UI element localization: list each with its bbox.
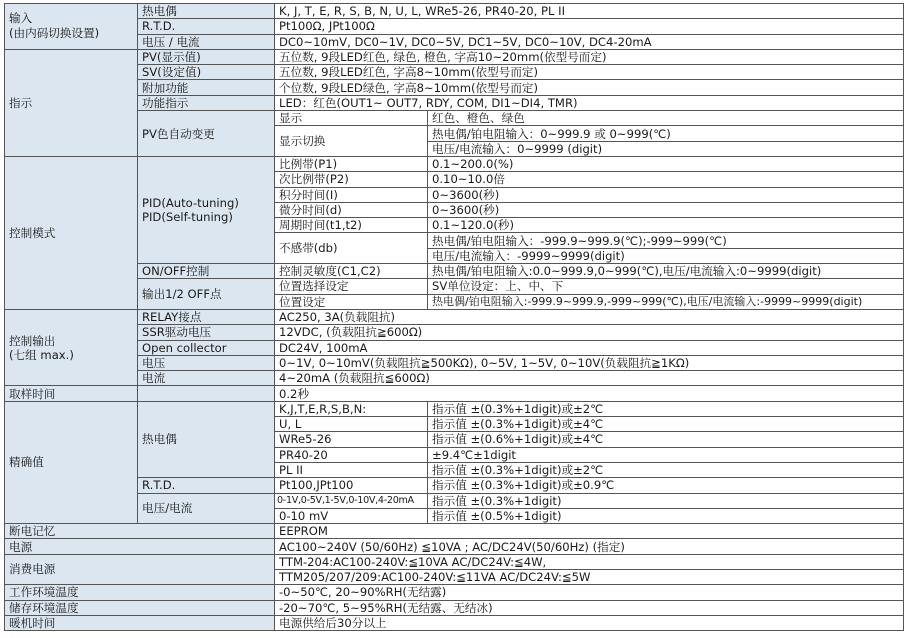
output-ssr-label: SSR驱动电压 <box>138 325 275 340</box>
memory-row <box>5 524 904 539</box>
display-pvcolor-display-value: 红色、橙色、绿色 <box>428 111 904 126</box>
accuracy-tc-value-3: 指示值 ±(0.6%+1digit)或±4℃ <box>428 432 904 447</box>
sampling-label: 取样时间 <box>5 386 138 401</box>
control-db-value2: 电压/电流输入：-9999~9999(digit) <box>428 248 904 263</box>
accuracy-tc-type-2: U, L <box>275 417 428 432</box>
display-extra-value: 个位数, 9段LED绿色, 字高8~10mm(依型号而定) <box>275 80 904 95</box>
work-env-label: 工作环境温度 <box>5 585 275 600</box>
input-row-thermocouple <box>5 4 904 19</box>
display-extra-label: 附加功能 <box>138 80 275 95</box>
input-vi-label: 电压 / 电流 <box>138 34 275 49</box>
input-thermocouple-label: 热电偶 <box>138 4 275 19</box>
control-i-label: 积分时间(I) <box>275 187 428 202</box>
accuracy-category: 精确值 <box>5 401 138 523</box>
power-row <box>5 539 904 554</box>
control-pid-auto: PID(Auto-tuning) <box>142 196 239 210</box>
input-rtd-label: R.T.D. <box>138 19 275 34</box>
output-oc-value: DC24V, 100mA <box>275 340 904 355</box>
display-row-pvcolor <box>5 111 904 126</box>
output-relay-value: AC250, 3A(负载阻抗) <box>275 309 904 324</box>
accuracy-tc-type-4: PR40-20 <box>275 447 428 462</box>
output-ssr-value: 12VDC, (负载阻抗≧600Ω) <box>275 325 904 340</box>
input-vi-value: DC0~10mV, DC0~1V, DC0~5V, DC1~5V, DC0~10V, DC4-20mA <box>275 34 904 49</box>
control-d-value: 0~3600(秒) <box>428 202 904 217</box>
accuracy-rtd-value: 指示值 ±(0.3%+1digit)或±0.9℃ <box>428 478 904 493</box>
accuracy-rtd-type: Pt100,JPt100 <box>275 478 428 493</box>
accuracy-tc-value-2: 指示值 ±(0.3%+1digit)或±4℃ <box>428 417 904 432</box>
output-row-relay <box>5 309 904 324</box>
sampling-value: 0.2秒 <box>275 386 904 401</box>
display-category: 指示 <box>5 49 138 156</box>
output-voltage-value: 0~1V, 0~10mV(负载阻抗≧500KΩ), 0~5V, 1~5V, 0~10V(负载阻抗≧1KΩ) <box>275 355 904 370</box>
control-half-item1: 位置选择设定 <box>275 279 428 294</box>
accuracy-tc-value-1: 指示值 ±(0.3%+1digit)或±2℃ <box>428 401 904 416</box>
warmup-label: 暖机时间 <box>5 615 275 630</box>
control-half-value1: SV单位设定：上、中、下 <box>428 279 904 294</box>
accuracy-row-vi1 <box>5 493 904 508</box>
accuracy-tc-label: 热电偶 <box>138 401 275 477</box>
sampling-row <box>5 386 904 401</box>
control-db-value1: 热电偶/铂电阻输入：-999.9~999.9(℃);-999~999(℃) <box>428 233 904 248</box>
control-pid-self: PID(Self-tuning) <box>142 210 233 224</box>
sampling-sub <box>138 386 275 401</box>
control-d-label: 微分时间(d) <box>275 202 428 217</box>
output-category <box>5 309 138 385</box>
spec-page <box>4 3 904 631</box>
control-half-item2: 位置设定 <box>275 294 428 309</box>
memory-value: EEPROM <box>275 524 904 539</box>
storage-env-row <box>5 600 904 615</box>
display-indicator-label: 功能指示 <box>138 95 275 110</box>
consumption-row-1 <box>5 554 904 569</box>
control-db-label: 不感带(db) <box>275 233 428 264</box>
output-relay-label: RELAY接点 <box>138 309 275 324</box>
input-category-note: (由内码切换设置) <box>9 26 100 41</box>
input-row-rtd <box>5 19 904 34</box>
accuracy-vi-value-2: 指示值 ±(0.5%+1digit) <box>428 508 904 523</box>
display-row-indicator <box>5 95 904 110</box>
control-p1-value: 0.1~200.0(%) <box>428 156 904 171</box>
output-row-ssr <box>5 325 904 340</box>
accuracy-tc-value-5: 指示值 ±(0.3%+1digit)或±2℃ <box>428 462 904 477</box>
output-voltage-label: 电压 <box>138 355 275 370</box>
input-category-title: 输入 <box>9 11 33 26</box>
output-row-current <box>5 371 904 386</box>
output-current-label: 电流 <box>138 371 275 386</box>
control-half-label: 输出1/2 OFF点 <box>138 279 275 310</box>
control-row-half1 <box>5 279 904 294</box>
display-pvcolor-label: PV色自动变更 <box>138 111 275 157</box>
consumption-label: 消费电源 <box>5 554 275 585</box>
accuracy-tc-type-3: WRe5-26 <box>275 432 428 447</box>
output-oc-label: Open collector <box>138 340 275 355</box>
display-switch-value2: 电压/电流输入：0~9999 (digit) <box>428 141 904 156</box>
control-p1-label: 比例带(P1) <box>275 156 428 171</box>
control-t-label: 周期时间(t1,t2) <box>275 218 428 233</box>
display-sv-label: SV(设定值) <box>138 65 275 80</box>
accuracy-row-tc1 <box>5 401 904 416</box>
control-pid-labels <box>138 156 275 263</box>
output-row-voltage <box>5 355 904 370</box>
accuracy-tc-type-5: PL II <box>275 462 428 477</box>
control-i-value: 0~3600(秒) <box>428 187 904 202</box>
power-value: AC100~240V (50/60Hz) ≦10VA ; AC/DC24V(50/60Hz) (指定) <box>275 539 904 554</box>
output-current-value: 4~20mA (负载阻抗≦600Ω) <box>275 371 904 386</box>
accuracy-vi-value-1: 指示值 ±(0.3%+1digit) <box>428 493 904 508</box>
control-onoff-item: 控制灵敏度(C1,C2) <box>275 264 428 279</box>
control-onoff-label: ON/OFF控制 <box>138 264 275 279</box>
output-category-note: (七组 max.) <box>9 347 74 362</box>
display-indicator-value: LED：红色(OUT1~ OUT7, RDY, COM, DI1~DI4, TMR) <box>275 95 904 110</box>
display-pv-value: 五位数, 9段LED红色, 绿色, 橙色, 字高10~20mm(依型号而定) <box>275 49 904 64</box>
control-row-onoff <box>5 264 904 279</box>
control-onoff-value: 热电偶/铂电阻输入:0.0~999.9,0~999(℃),电压/电流输入:0~9999(digit) <box>428 264 904 279</box>
consumption-value-1: TTM-204:AC100-240V:≦10VA AC/DC24V:≦4W, <box>275 554 904 569</box>
power-label: 电源 <box>5 539 275 554</box>
accuracy-tc-value-4: ±9.4℃±1digit <box>428 447 904 462</box>
work-env-row <box>5 585 904 600</box>
input-category <box>5 4 138 50</box>
display-row-sv <box>5 65 904 80</box>
consumption-value-2: TTM205/207/209:AC100-240V:≦11VA AC/DC24V:≦5W <box>275 569 904 584</box>
control-row-p1 <box>5 156 904 171</box>
control-half-value2: 热电偶/铂电阻输入:-999.9~999.9,-999~999(℃),电压/电流输入:-9999~9999(digit) <box>428 294 904 309</box>
output-row-oc <box>5 340 904 355</box>
display-row-pv <box>5 49 904 64</box>
accuracy-vi-type-1: 0-1V,0-5V,1-5V,0-10V,4-20mA <box>275 493 428 508</box>
input-rtd-value: Pt100Ω, JPt100Ω <box>275 19 904 34</box>
accuracy-vi-label: 电压/电流 <box>138 493 275 524</box>
control-p2-value: 0.10~10.0倍 <box>428 172 904 187</box>
display-switch-value1: 热电偶/铂电阻输入：0~999.9 或 0~999(℃) <box>428 126 904 141</box>
display-pv-label: PV(显示值) <box>138 49 275 64</box>
accuracy-tc-type-1: K,J,T,E,R,S,B,N: <box>275 401 428 416</box>
control-p2-label: 次比例带(P2) <box>275 172 428 187</box>
control-category: 控制模式 <box>5 156 138 309</box>
accuracy-row-rtd <box>5 478 904 493</box>
storage-env-value: -20~70℃, 5~95%RH(无结露、无结冰) <box>275 600 904 615</box>
display-pvcolor-display-label: 显示 <box>275 111 428 126</box>
input-row-vi <box>5 34 904 49</box>
accuracy-rtd-label: R.T.D. <box>138 478 275 493</box>
display-row-extra <box>5 80 904 95</box>
spec-table <box>4 3 904 631</box>
output-category-title: 控制输出 <box>9 333 56 348</box>
memory-label: 断电记忆 <box>5 524 275 539</box>
warmup-row <box>5 615 904 630</box>
warmup-value: 电源供给后30分以上 <box>275 615 904 630</box>
display-sv-value: 五位数, 9段LED红色, 字高8~10mm(依型号而定) <box>275 65 904 80</box>
accuracy-vi-type-2: 0-10 mV <box>275 508 428 523</box>
storage-env-label: 储存环境温度 <box>5 600 275 615</box>
work-env-value: -0~50℃, 20~90%RH(无结露) <box>275 585 904 600</box>
control-t-value: 0.1~120.0(秒) <box>428 218 904 233</box>
display-switch-label: 显示切换 <box>275 126 428 157</box>
input-thermocouple-value: K, J, T, E, R, S, B, N, U, L, WRe5-26, PR40-20, PL II <box>275 4 904 19</box>
